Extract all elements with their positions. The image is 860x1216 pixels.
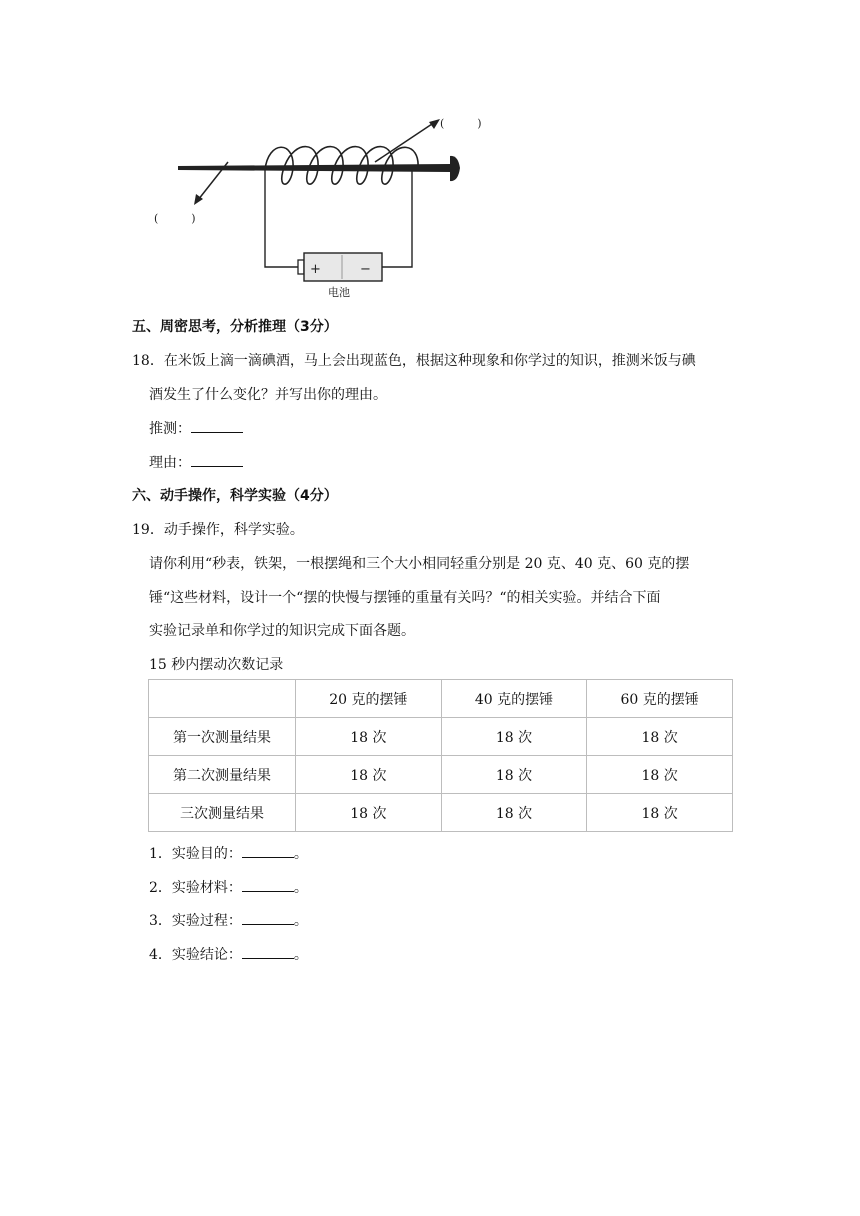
q19-paragraph-line2: 锤“这些材料，设计一个“摆的快慢与摆锤的重量有关吗？“的相关实验。并结合下面 [149,590,661,606]
answer-blank[interactable] [242,912,294,925]
answer-blank[interactable] [242,946,294,959]
item-label: 1．实验目的： [149,846,242,862]
table-header-cell [149,680,296,718]
table-caption: 15 秒内摆动次数记录 [149,657,284,673]
battery [298,253,382,281]
record-table [148,679,733,832]
table-cell: 18 次 [587,718,733,756]
table-header-cell: 60 克的摆锤 [587,680,733,718]
item-end: 。 [293,947,308,963]
section5-heading: 五、周密思考，分析推理（3分） [132,319,338,335]
table-cell: 18 次 [296,756,442,794]
item-end: 。 [293,880,308,896]
table-cell: 18 次 [441,794,587,832]
reason-label: 理由： [149,455,191,471]
answer-blank[interactable] [242,879,294,892]
table-cell: 18 次 [441,718,587,756]
paren-top: ( ) [440,117,482,130]
wire-left [265,170,298,267]
table-cell: 18 次 [296,718,442,756]
reason-blank[interactable] [191,454,243,467]
paren-left: ( ) [154,212,196,225]
reason-line [149,452,243,472]
battery-label: 电池 [328,286,350,299]
item-purpose [149,843,308,863]
table-row [149,756,733,794]
item-end: 。 [293,846,308,862]
guess-blank[interactable] [191,420,243,433]
guess-label: 推测： [149,421,191,437]
answer-blank[interactable] [242,845,294,858]
q18-line1: 18．在米饭上滴一滴碘酒，马上会出现蓝色，根据这种现象和你学过的知识，推测米饭与碘 [132,353,696,369]
guess-line [149,418,243,438]
table-header-cell: 20 克的摆锤 [296,680,442,718]
item-conclusion [149,944,308,964]
table-row [149,794,733,832]
item-materials [149,877,308,897]
section6-heading: 六、动手操作，科学实验（4分） [132,488,338,504]
battery-minus: − [360,262,371,277]
table-row-label: 第二次测量结果 [149,756,296,794]
table-cell: 18 次 [587,794,733,832]
table-cell: 18 次 [441,756,587,794]
item-process [149,910,308,930]
item-label: 2．实验材料： [149,880,242,896]
battery-plus: + [310,262,321,277]
table-cell: 18 次 [587,756,733,794]
table-cell: 18 次 [296,794,442,832]
table-row-label: 第一次测量结果 [149,718,296,756]
arrow-up-right [375,119,440,162]
q19-paragraph-line1: 请你利用“秒表，铁架，一根摆绳和三个大小相同轻重分别是 20 克、40 克、60 克的摆 [149,556,690,572]
item-label: 3．实验过程： [149,913,242,929]
table-header-cell: 40 克的摆锤 [441,680,587,718]
q19-paragraph-line3: 实验记录单和你学过的知识完成下面各题。 [149,623,415,639]
electromagnet-diagram [150,110,530,300]
table-row-label: 三次测量结果 [149,794,296,832]
q18-line2: 酒发生了什么变化？并写出你的理由。 [149,387,387,403]
table-row [149,718,733,756]
item-end: 。 [293,913,308,929]
item-label: 4．实验结论： [149,947,242,963]
q19-title: 19．动手操作，科学实验。 [132,522,304,538]
table-header-row [149,680,733,718]
